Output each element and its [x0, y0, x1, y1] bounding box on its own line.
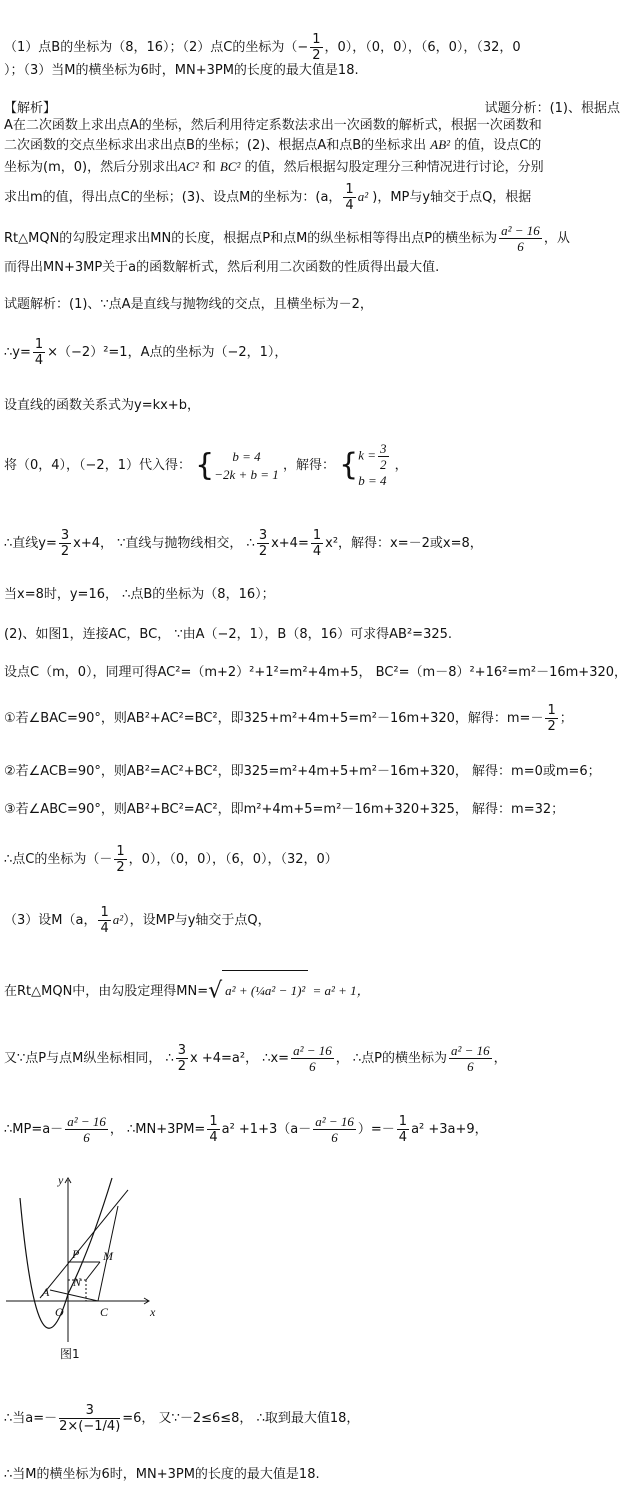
text: 将（0，4），（−2，1）代入得：	[4, 458, 191, 473]
sol-line-9	[4, 702, 573, 736]
sol-line-17	[4, 1395, 359, 1443]
sol-line-8: 设点C（m，0），同理可得AC²=（m+2）²+1²=m²+4m+5， BC²=（m－8）²+16²=m²－16m+320，	[4, 665, 628, 680]
fraction-den: 2	[116, 860, 125, 875]
sol-line-14: 在Rt△MQN中，由勾股定理得MN=√ a² + (¼a² − 1)² = a² + 1，	[4, 970, 370, 1012]
sol-line-13	[4, 903, 271, 938]
fraction	[291, 1043, 334, 1074]
fraction-num: 1	[209, 1114, 218, 1129]
fraction	[397, 1114, 409, 1145]
sol-line-2	[4, 336, 287, 370]
x-label: x	[150, 1305, 156, 1319]
answer-line-2: ）；（3）当M的横坐标为6时，MN+3PM的长度的最大值是18.	[4, 63, 359, 78]
fraction	[114, 844, 126, 875]
sqrt-expr: a² + (¼a² − 1)²	[222, 970, 308, 1011]
text: x+4=	[271, 536, 309, 551]
fraction-num: 1	[100, 905, 109, 920]
fraction	[59, 528, 71, 559]
fraction-den: 4	[34, 353, 44, 368]
fraction-num: 1	[345, 182, 354, 197]
sol-line-6: 当x=8时，y=16， ∴点B的坐标为（8，16）；	[4, 587, 275, 602]
text: x+4， ∵直线与抛物线相交， ∴	[73, 536, 255, 551]
point-p-label: P	[72, 1247, 80, 1261]
fraction-den: 4	[345, 198, 354, 213]
fraction-num: a² − 16	[293, 1043, 332, 1058]
fraction-den: 6	[309, 1059, 316, 1074]
text: ），设MP与y轴交于点Q，	[123, 913, 271, 928]
line-ab	[40, 1190, 128, 1298]
math: a²	[357, 189, 369, 204]
fraction-den: 2	[380, 457, 387, 472]
fraction	[33, 337, 45, 368]
sol-line-11: ③若∠ABC=90°，则AB²+BC²=AC²，即m²+4m+5=m²－16m+320+325， 解得：m=32；	[4, 802, 565, 817]
equation-system-1: { b = 4 −2k + b = 1	[195, 447, 279, 483]
equation: −2k + b = 1	[214, 466, 279, 482]
text: ，0），（0，0），（6，0），（32，0）	[128, 852, 338, 867]
text: )，MP与y轴交于点Q，根据	[372, 190, 532, 205]
fraction-den: 2	[177, 1059, 187, 1074]
segment-ac	[50, 1290, 98, 1301]
point-n-label: N	[73, 1275, 82, 1289]
text: ∴MP=a－	[4, 1122, 64, 1137]
y-label: y	[58, 1173, 64, 1187]
fraction	[257, 528, 269, 559]
fraction-num: 1	[312, 528, 322, 543]
text: 在Rt△MQN中，由勾股定理得MN=	[4, 984, 209, 999]
origin-label: O	[55, 1305, 64, 1319]
segment-mn	[86, 1262, 100, 1280]
analysis-p2	[4, 136, 541, 155]
fraction-num: 3	[177, 1043, 187, 1058]
math: = a² + 1，	[312, 983, 370, 998]
sol-line-1: 试题解析：(1)、∵点A是直线与抛物线的交点，且横坐标为－2，	[4, 297, 373, 312]
point-a-label: A	[42, 1285, 50, 1299]
text: ①若∠BAC=90°，则AB²+AC²=BC²，即325+m²+4m+5=m²－16m+320，解得：m=－	[4, 711, 544, 726]
text: x²，解得：x=－2或x=8，	[325, 536, 483, 551]
text: ，从	[543, 231, 570, 246]
text: 和	[202, 160, 216, 175]
answer-text: （1）点B的坐标为（8，16）；（2）点C的坐标为（−	[4, 40, 309, 55]
sol-line-18: ∴当M的横坐标为6时，MN+3PM的长度的最大值是18.	[4, 1467, 320, 1482]
figure-caption: 图1	[60, 1347, 80, 1361]
analysis-p1: A在二次函数上求出点A的坐标，然后利用待定系数法求出一次函数的解析式，根据一次函数和	[4, 118, 542, 133]
fraction-num: 1	[312, 32, 321, 47]
analysis-tag: 【解析】	[4, 101, 57, 116]
fraction	[98, 905, 110, 936]
text: 的值，设点C的	[454, 138, 542, 153]
sol-line-4	[4, 440, 408, 492]
fraction	[311, 528, 323, 559]
analysis-head: 试题分析：(1)、根据点	[484, 101, 620, 116]
fraction-den: 6	[331, 1130, 338, 1145]
fraction	[313, 1114, 356, 1145]
sol-line-15	[4, 1042, 507, 1076]
sol-line-5	[4, 527, 483, 561]
fraction	[310, 32, 322, 63]
fraction-den: 4	[312, 544, 322, 559]
text: 的值，然后根据勾股定理分三种情况进行讨论，分别	[244, 160, 544, 175]
text: ，	[493, 1051, 507, 1066]
fraction-num: 1	[116, 844, 125, 859]
text: 二次函数的交点坐标求出求出点B的坐标；(2)、根据点A和点B的坐标求出	[4, 138, 427, 153]
analysis-p5	[4, 222, 570, 256]
fraction	[207, 1114, 219, 1145]
equation: b = 4	[232, 448, 261, 464]
point-m-label: M	[103, 1249, 113, 1263]
text: ；	[559, 711, 573, 726]
fraction-num: 1	[398, 1114, 408, 1129]
sol-line-3: 设直线的函数关系式为y=kx+b，	[4, 398, 200, 413]
sol-line-7: (2)、如图1，连接AC，BC， ∵由A（−2，1），B（8，16）可求得AB²=325.	[4, 627, 453, 642]
fraction-den: 6	[83, 1130, 90, 1145]
fraction-den: 2	[258, 544, 268, 559]
fraction	[343, 182, 355, 213]
math: AB²	[430, 137, 451, 152]
fraction-den: 4	[398, 1130, 408, 1145]
fraction-num: 1	[34, 337, 44, 352]
fraction-num: a² − 16	[451, 1043, 490, 1058]
text: ，	[394, 458, 408, 473]
fraction-den: 2	[60, 544, 70, 559]
fraction-num: a² − 16	[501, 223, 540, 238]
fraction	[176, 1043, 188, 1074]
text: ）=－	[357, 1122, 395, 1137]
text: a² +3a+9，	[411, 1122, 488, 1137]
equation: b = 4	[358, 473, 387, 488]
fraction	[59, 1403, 120, 1434]
text: 求出m的值，得出点C的坐标；(3)、设点M的坐标为：(a，	[4, 190, 342, 205]
text: ∴点C的坐标为（－	[4, 852, 113, 867]
fraction	[499, 223, 542, 254]
equation-system-2: { k = $\frac{3}{2}$ b = 4	[339, 441, 390, 490]
fraction-num: 3	[380, 441, 387, 456]
math: AC²	[178, 159, 199, 174]
figure-1	[0, 1170, 170, 1370]
point-c-label: C	[100, 1305, 109, 1319]
text: ∴直线y=	[4, 536, 57, 551]
fraction-den: 2	[547, 719, 556, 734]
fraction	[378, 441, 389, 472]
sol-line-10: ②若∠ACB=90°，则AB²=AC²+BC²，即325=m²+4m+5+m²－16m+320， 解得：m=0或m=6；	[4, 764, 601, 779]
math: BC²	[219, 159, 241, 174]
fraction-den: 2×(−1/4)	[59, 1419, 121, 1434]
analysis-p4	[4, 180, 531, 215]
text: 坐标为(m，0)，然后分别求出	[4, 160, 179, 175]
answer-line-1	[4, 32, 521, 63]
text: a² +1+3（a－	[221, 1122, 312, 1137]
analysis-p3	[4, 158, 544, 177]
text: （3）设M（a，	[4, 913, 97, 928]
text: 又∵点P与点M纵坐标相同， ∴	[4, 1051, 174, 1066]
text: =6， 又∵－2≤6≤8， ∴取到最大值18，	[122, 1411, 360, 1426]
parabola	[20, 1178, 112, 1328]
fraction-num: 3	[60, 528, 70, 543]
fraction-num: a² − 16	[67, 1114, 106, 1129]
fraction-den: 6	[467, 1059, 474, 1074]
text: ∴y=	[4, 345, 31, 360]
analysis-p6: 而得出MN+3MP关于a的函数解析式，然后利用二次函数的性质得出最大值.	[4, 260, 440, 275]
equation: k =	[358, 447, 376, 463]
sol-line-12	[4, 843, 338, 877]
text: ， ∴MN+3PM=	[109, 1122, 206, 1137]
fraction-den: 4	[100, 921, 109, 936]
text: x +4=a²， ∴x=	[190, 1051, 290, 1066]
text: ∴当a=－	[4, 1411, 58, 1426]
text: Rt△MQN的勾股定理求出MN的长度，根据点P和点M的纵坐标相等得出点P的横坐标为	[4, 231, 498, 246]
fraction-den: 4	[209, 1130, 218, 1145]
answer-text: ，0），（0，0），（6，0），（32，0	[324, 40, 521, 55]
text: ×（−2）²=1，A点的坐标为（−2，1），	[47, 345, 288, 360]
fraction-num: 1	[547, 703, 556, 718]
fraction	[545, 703, 557, 734]
fraction-num: 3	[258, 528, 268, 543]
text: ，解得：	[282, 458, 335, 473]
fraction-den: 2	[312, 48, 321, 63]
fraction	[449, 1043, 492, 1074]
fraction-num: 3	[59, 1403, 120, 1419]
fraction-num: a² − 16	[315, 1114, 354, 1129]
fraction-den: 6	[517, 239, 524, 254]
text: ， ∴点P的横坐标为	[335, 1051, 447, 1066]
sol-line-16	[4, 1113, 488, 1147]
math: a²	[112, 912, 124, 927]
fraction	[65, 1114, 108, 1145]
